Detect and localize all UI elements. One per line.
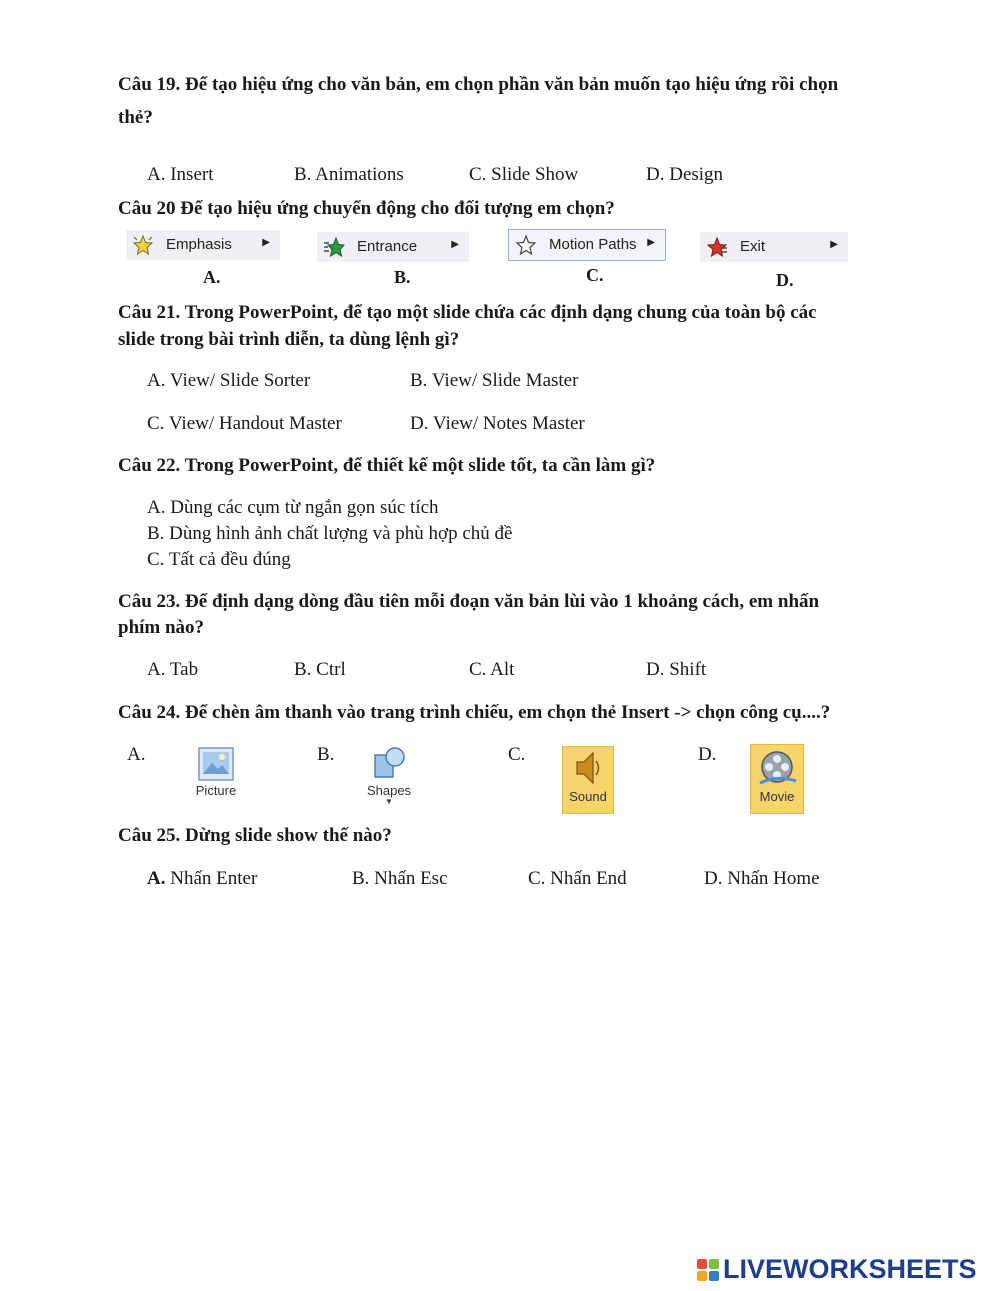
q25-option-a-letter: A. [147, 868, 166, 889]
q24-letter-d: D. [698, 744, 717, 765]
menu-label: Motion Paths [549, 236, 637, 253]
tool-label: Sound [569, 789, 607, 804]
q20-option-a-emphasis[interactable] [126, 230, 280, 260]
q20-option-d-exit[interactable] [700, 232, 848, 262]
q23-question-line2: phím nào? [118, 617, 205, 638]
q19-option-b[interactable]: B. Animations [294, 164, 404, 185]
q24-question: Câu 24. Để chèn âm thanh vào trang trình chiếu, em chọn thẻ Insert -> chọn công cụ....? [118, 702, 831, 723]
speaker-icon [569, 747, 607, 789]
q25-question: Câu 25. Dừng slide show thế nào? [118, 825, 392, 846]
q19-question-line1: Câu 19. Để tạo hiệu ứng cho văn bản, em chọn phần văn bản muốn tạo hiệu ứng rồi chọn [118, 74, 839, 95]
q20-letter-b: B. [394, 267, 411, 287]
dropdown-arrow-icon: ▼ [385, 797, 393, 806]
submenu-arrow-icon: ▶ [451, 239, 459, 250]
q24-option-c-sound-tool[interactable] [562, 746, 614, 814]
q22-option-b[interactable]: B. Dùng hình ảnh chất lượng và phù hợp chủ đề [147, 523, 513, 544]
q21-question-line2: slide trong bài trình diễn, ta dùng lệnh gì? [118, 329, 460, 350]
q24-letter-c: C. [508, 744, 526, 765]
motion-paths-star-icon [515, 234, 537, 256]
q20-question: Câu 20 Để tạo hiệu ứng chuyển động cho đối tượng em chọn? [118, 198, 615, 219]
logo-blocks-icon [697, 1259, 721, 1281]
q21-option-a[interactable]: A. View/ Slide Sorter [147, 370, 311, 391]
menu-label: Emphasis [166, 236, 232, 253]
submenu-arrow-icon: ▶ [647, 237, 655, 248]
q22-option-a[interactable]: A. Dùng các cụm từ ngắn gọn súc tích [147, 497, 439, 518]
submenu-arrow-icon: ▶ [262, 237, 270, 248]
q23-option-a[interactable]: A. Tab [147, 659, 199, 680]
q24-letter-b: B. [317, 744, 335, 765]
submenu-arrow-icon: ▶ [830, 239, 838, 250]
q23-option-b[interactable]: B. Ctrl [294, 659, 346, 680]
q19-option-a[interactable]: A. Insert [147, 164, 214, 185]
picture-icon [197, 745, 235, 783]
logo-text: LIVEWORKSHEETS [723, 1254, 977, 1284]
q23-option-c[interactable]: C. Alt [469, 659, 515, 680]
film-reel-icon [756, 745, 798, 789]
entrance-star-icon [323, 236, 345, 258]
q19-question-line2: thẻ? [118, 107, 153, 128]
q21-option-c[interactable]: C. View/ Handout Master [147, 413, 342, 434]
q21-option-d[interactable]: D. View/ Notes Master [410, 413, 585, 434]
q22-option-c[interactable]: C. Tất cả đều đúng [147, 549, 291, 570]
q20-option-b-entrance[interactable] [317, 232, 469, 262]
q21-option-b[interactable]: B. View/ Slide Master [410, 370, 579, 391]
q20-letter-d: D. [776, 270, 794, 290]
q20-option-c-motion-paths[interactable] [508, 229, 666, 261]
q24-option-a-picture-tool[interactable] [188, 745, 244, 811]
q20-letter-a: A. [203, 267, 221, 287]
q25-option-a-text: Nhấn Enter [165, 868, 258, 889]
exit-star-icon [706, 236, 728, 258]
menu-label: Entrance [357, 238, 418, 255]
q25-option-d[interactable]: D. Nhấn Home [704, 868, 820, 889]
q19-option-d[interactable]: D. Design [646, 164, 724, 185]
tool-label: Picture [195, 783, 237, 798]
q24-option-b-shapes-tool[interactable] [361, 743, 417, 823]
q24-letter-a: A. [127, 744, 146, 765]
q20-letter-c: C. [586, 265, 604, 285]
q19-option-c[interactable]: C. Slide Show [469, 164, 579, 185]
menu-label: Exit [740, 238, 766, 255]
q23-question-line1: Câu 23. Để định dạng dòng đầu tiên mỗi đoạn văn bản lùi vào 1 khoảng cách, em nhấn [118, 591, 820, 612]
tool-label: Movie [759, 789, 795, 804]
emphasis-star-icon [132, 234, 154, 256]
q24-option-d-movie-tool[interactable] [750, 744, 804, 814]
q25-option-c[interactable]: C. Nhấn End [528, 868, 627, 889]
q25-option-b[interactable]: B. Nhấn Esc [352, 868, 448, 889]
q22-question: Câu 22. Trong PowerPoint, để thiết kế một slide tốt, ta cần làm gì? [118, 455, 656, 476]
tool-label: Shapes [366, 783, 412, 798]
q21-question-line1: Câu 21. Trong PowerPoint, để tạo một slide chứa các định dạng chung của toàn bộ các [118, 302, 817, 323]
shapes-icon [369, 743, 409, 783]
q23-option-d[interactable]: D. Shift [646, 659, 707, 680]
q25-option-a[interactable] [147, 868, 257, 890]
